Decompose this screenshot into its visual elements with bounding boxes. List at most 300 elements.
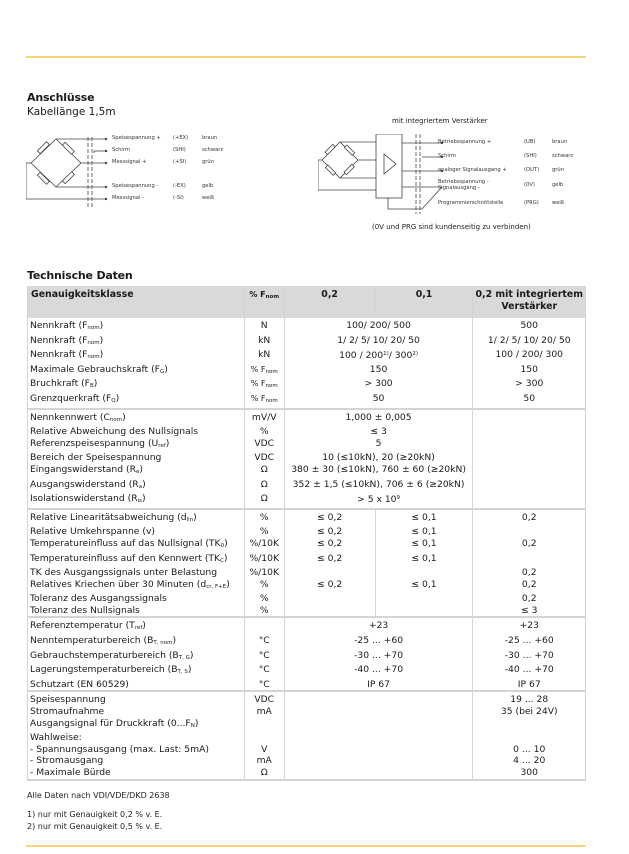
value-class-0-2-0-1 [284, 691, 473, 706]
row-unit-text: Ω [260, 767, 268, 778]
row-label-end: ) [226, 578, 230, 590]
wire-code: (+EX) [173, 135, 189, 141]
row-label-end: ) [223, 552, 228, 564]
table-row [28, 755, 586, 767]
table-row [28, 464, 586, 479]
value-class-0-2-0-1 [284, 744, 473, 756]
row-label [28, 593, 245, 605]
row-unit [244, 579, 284, 594]
row-label-text: Schutzart (EN 60529) [30, 678, 129, 690]
table-header-row [28, 286, 586, 318]
value-class-amplifier: 0,2 [473, 579, 586, 594]
row-unit-text: N [260, 320, 268, 331]
value-class-amplifier: 0 ... 10 [473, 744, 586, 756]
row-label-text: Nenntemperaturbereich (B [30, 635, 154, 647]
value-class-amplifier: -25 ... +60 [473, 635, 586, 650]
value-class-0-2-0-1: -25 ... +60 [284, 635, 473, 650]
row-unit [244, 664, 284, 679]
row-label [28, 479, 245, 494]
header-class-0-2: 0,2 [284, 286, 375, 318]
header-accuracy-class: Genauigkeitsklasse [28, 286, 245, 318]
value-class-amplifier [473, 426, 586, 438]
value-class-0-2 [284, 593, 375, 605]
row-label-end: ) [139, 463, 143, 475]
row-label [28, 567, 245, 579]
table-row [28, 438, 586, 453]
wire-code: (+SI) [173, 159, 187, 165]
wire-color: grün [202, 159, 215, 165]
row-unit [244, 744, 284, 756]
row-unit [244, 538, 284, 553]
row-label-end: ) [172, 635, 177, 647]
value-class-0-2-0-1: 5 [284, 438, 473, 453]
row-unit-text: % [259, 604, 269, 616]
wire-code: (SHI) [173, 147, 186, 153]
row-label [28, 364, 245, 379]
row-unit [244, 635, 284, 650]
table-row [28, 718, 586, 733]
wire-color: braun [202, 135, 218, 141]
value-class-0-1: ≤ 0,1 [375, 526, 473, 538]
table-row [28, 335, 586, 350]
top-accent-rule [26, 56, 586, 58]
row-label [28, 318, 245, 335]
row-label-text: Wahlweise: [30, 732, 82, 744]
row-label [28, 378, 245, 393]
value-class-0-2-0-1 [284, 718, 473, 733]
value-class-0-2: ≤ 0,2 [284, 579, 375, 594]
value-class-0-2-0-1: -40 ... +70 [284, 664, 473, 679]
wire-signal: Speisespannung + [112, 135, 161, 141]
row-label-end: ) [141, 493, 146, 505]
table-row [28, 605, 586, 618]
value-class-0-2-0-1 [284, 493, 473, 509]
row-label [28, 679, 245, 692]
row-label-sub: T, G [178, 654, 190, 661]
value-class-0-2: ≤ 0,2 [284, 526, 375, 538]
table-row [28, 493, 586, 509]
row-unit-text: Ω [260, 478, 268, 490]
value-class-0-2-0-1: 50 [284, 393, 473, 409]
row-label-end: ) [165, 437, 170, 449]
row-label [28, 493, 245, 509]
row-label [28, 579, 245, 594]
wire-signal: Messsignal + [112, 159, 147, 165]
row-label [28, 706, 245, 718]
value-class-0-2-0-1 [284, 732, 473, 744]
row-label-text: Stromaufnahme [30, 706, 105, 718]
row-label-text: Nennkennwert (C [30, 411, 110, 423]
row-label [28, 393, 245, 409]
row-label-end: ) [164, 363, 168, 375]
row-label [28, 732, 245, 744]
row-label [28, 664, 245, 679]
row-unit-text: % F [250, 379, 266, 389]
standard-note: Alle Daten nach VDI/VDE/DKD 2638 [27, 791, 170, 800]
value-class-0-2-0-1: 100/ 200/ 500 [284, 318, 473, 335]
row-unit-text: % [259, 578, 269, 590]
row-label-text: Temperatureinfluss auf das Nullsignal (TK [30, 537, 221, 549]
row-label-sub: B [89, 383, 94, 390]
row-label-end: ) [224, 537, 228, 549]
row-label-sub: nom [109, 416, 123, 423]
wire-code: (OUT) [524, 167, 540, 173]
row-unit [244, 605, 284, 618]
footnote-2: 2) nur mit Genauigkeit 0,5 % v. E. [27, 822, 163, 831]
row-unit [244, 452, 284, 464]
value-class-0-1 [375, 593, 473, 605]
row-unit [244, 426, 284, 438]
row-label [28, 767, 245, 780]
table-row [28, 744, 586, 756]
row-unit [244, 691, 284, 706]
wire-code: (UB) [524, 139, 536, 145]
value-class-0-2-0-1 [284, 349, 473, 364]
row-unit [244, 617, 284, 635]
wire-code: (SHI) [524, 153, 537, 159]
row-label [28, 426, 245, 438]
row-unit-text: °C [258, 649, 270, 661]
wire-color: braun [552, 139, 568, 145]
table-row [28, 509, 586, 527]
row-unit [244, 567, 284, 579]
value-class-amplifier: -40 ... +70 [473, 664, 586, 679]
row-unit [244, 438, 284, 453]
row-unit [244, 409, 284, 427]
connections-title: Anschlüsse [27, 91, 95, 104]
row-unit [244, 378, 284, 393]
value-class-amplifier: ≤ 3 [473, 605, 586, 618]
row-label-text: Nennkraft (F [30, 349, 88, 361]
value-class-amplifier: -30 ... +70 [473, 650, 586, 665]
row-label-sub: ref [134, 625, 143, 632]
row-label [28, 438, 245, 453]
wire-signal: Betriebsspannung + [438, 139, 492, 145]
row-unit [244, 679, 284, 692]
wire-signal: analoger Signalausgang + [438, 167, 507, 173]
value-class-0-2-0-1: 352 ± 1,5 (≤10kN), 706 ± 6 (≥20kN) [284, 479, 473, 494]
header-unit [244, 286, 284, 318]
value-class-amplifier [473, 438, 586, 453]
wire-signal-line2: Signalausgang - [438, 185, 480, 191]
row-unit-text: % F [250, 393, 266, 403]
wire-code: (0V) [524, 182, 535, 188]
row-label [28, 691, 245, 706]
row-unit-text: VDC [254, 452, 275, 464]
value-class-amplifier: 19 ... 28 [473, 691, 586, 706]
value-class-amplifier: IP 67 [473, 679, 586, 692]
row-label-text: Ausgangsignal für Druckkraft (0...F [30, 717, 191, 729]
row-unit [244, 393, 284, 409]
row-label-end: ) [115, 392, 120, 404]
value-class-amplifier: +23 [473, 617, 586, 635]
value-class-amplifier [473, 409, 586, 427]
wire-code: (PRG) [524, 200, 539, 206]
row-label-text: - Maximale Bürde [30, 767, 111, 778]
value-class-amplifier [473, 493, 586, 509]
value-class-amplifier: > 300 [473, 378, 586, 393]
wire-code: (-EX) [173, 183, 186, 189]
header-unit-text: % F [249, 290, 266, 299]
row-unit-text: °C [258, 635, 270, 647]
wire-signal [438, 179, 489, 191]
table-row [28, 617, 586, 635]
row-unit-text: % [259, 511, 269, 523]
value-class-0-2-0-1: +23 [284, 617, 473, 635]
table-row [28, 393, 586, 409]
row-unit [244, 335, 284, 350]
value-class-0-2-0-1 [284, 767, 473, 780]
wire-color: grün [552, 167, 565, 173]
group-electrical [28, 409, 586, 509]
row-unit [244, 509, 284, 527]
value-text: > 5 x 10 [357, 494, 397, 506]
table-row [28, 349, 586, 364]
header-amp-line1: 0,2 mit integriertem [475, 289, 583, 300]
row-label [28, 553, 245, 568]
value-class-0-2-0-1: ≤ 3 [284, 426, 473, 438]
row-label-end: ) [142, 478, 146, 490]
wire-color: weiß [552, 200, 565, 206]
value-class-0-1: ≤ 0,1 [375, 538, 473, 553]
table-row [28, 679, 586, 692]
value-class-amplifier: 0,2 [473, 538, 586, 553]
row-unit-text: % [259, 593, 269, 605]
row-unit-text: % [259, 526, 269, 538]
header-class-0-1: 0,1 [375, 286, 473, 318]
table-row [28, 409, 586, 427]
value-class-0-1 [375, 567, 473, 579]
table-row [28, 538, 586, 553]
value-class-amplifier: 1/ 2/ 5/ 10/ 20/ 50 [473, 335, 586, 350]
row-label-sub: G [159, 368, 165, 375]
row-label [28, 744, 245, 756]
table-row [28, 567, 586, 579]
table-row [28, 635, 586, 650]
value-class-amplifier [473, 479, 586, 494]
row-unit [244, 464, 284, 479]
group-temperature [28, 617, 586, 691]
row-label-text: Temperatureinfluss auf den Kennwert (TK [30, 552, 221, 564]
row-label-text: Ausgangswiderstand (R [30, 478, 139, 490]
row-unit-text: °C [258, 678, 270, 690]
value-class-amplifier [473, 553, 586, 568]
row-label-sub: cr, F+E [206, 583, 227, 590]
row-label-sub: N [190, 722, 195, 729]
row-label-sub: lin [186, 516, 194, 523]
table-row [28, 593, 586, 605]
footnote-ref: 9 [396, 495, 401, 502]
value-class-amplifier: 0,2 [473, 509, 586, 527]
row-unit-text: V [261, 743, 268, 755]
row-label [28, 464, 245, 479]
table-row [28, 526, 586, 538]
value-class-0-2-0-1: -30 ... +70 [284, 650, 473, 665]
value-class-0-1 [375, 605, 473, 618]
row-label [28, 526, 245, 538]
row-label-end: ) [99, 334, 104, 346]
row-label-sub: Q [111, 397, 116, 404]
value-class-amplifier: 500 [473, 318, 586, 335]
value-class-amplifier: 100 / 200/ 300 [473, 349, 586, 364]
row-label-end: ) [187, 664, 192, 676]
group-amplifier [28, 691, 586, 779]
value-class-amplifier [473, 464, 586, 479]
value-class-amplifier: 300 [473, 767, 586, 780]
value-class-0-2-0-1: 10 (≤10kN), 20 (≥20kN) [284, 452, 473, 464]
row-label [28, 605, 245, 618]
wire-signal: Speisespannung - [112, 183, 159, 189]
bottom-accent-rule [26, 845, 586, 847]
value-class-amplifier: 35 (bei 24V) [473, 706, 586, 718]
row-label-text: Lagerungstemperaturbereich (B [30, 664, 178, 676]
row-unit-text: °C [258, 664, 270, 676]
row-unit [244, 732, 284, 744]
row-label-end: ) [194, 717, 199, 729]
table-row [28, 691, 586, 706]
row-label-text: TK des Ausgangssignals unter Belastung [30, 567, 218, 579]
wire-signal: Schirm [438, 153, 456, 159]
row-unit-text: VDC [254, 437, 275, 449]
row-unit [244, 767, 284, 780]
row-label [28, 755, 245, 767]
row-unit-text: VDC [254, 694, 275, 706]
row-label-text: Gebrauchstemperaturbereich (B [30, 649, 179, 661]
value-class-amplifier [473, 526, 586, 538]
wire-signal: Programmierschnittstelle [438, 200, 504, 206]
row-label-sub: e [135, 468, 140, 475]
cable-length: Kabellänge 1,5m [27, 106, 116, 118]
value-class-0-1: ≤ 0,1 [375, 509, 473, 527]
value-class-0-2 [284, 567, 375, 579]
row-label-text: Nennkraft (F [30, 334, 88, 346]
row-label-text: Relative Linearitätsabweichung (d [30, 511, 187, 523]
row-unit [244, 349, 284, 364]
row-label-text: Bereich der Speisespannung [30, 452, 162, 464]
value-class-0-2-0-1: 1,000 ± 0,005 [284, 409, 473, 427]
table-row [28, 364, 586, 379]
row-label-sub: a [138, 483, 143, 490]
header-amp-line2: Verstärker [501, 300, 558, 312]
header-class-amplifier [473, 286, 586, 318]
row-label-text: Grenzquerkraft (F [30, 392, 112, 404]
wire-color: schwarz [552, 153, 574, 159]
table-row [28, 579, 586, 594]
row-label [28, 617, 245, 635]
table-row [28, 553, 586, 568]
row-unit [244, 755, 284, 767]
row-label-sub: ref [158, 442, 166, 449]
value-class-amplifier [473, 452, 586, 464]
value-class-0-2-0-1: 380 ± 30 (≤10kN), 760 ± 60 (≥20kN) [284, 464, 473, 479]
row-label [28, 349, 245, 364]
header-unit-sub: nom [265, 294, 280, 300]
row-label-end: ) [93, 378, 98, 390]
row-label [28, 718, 245, 733]
row-label-text: Relative Abweichung des Nullsignals [30, 426, 199, 438]
table-row [28, 378, 586, 393]
row-label-text: Nennkraft (F [30, 320, 88, 331]
row-label-sub: is [137, 498, 142, 505]
row-label-text: Toleranz des Nullsignals [30, 604, 140, 616]
amplifier-diagram-title: mit integriertem Verstärker [392, 117, 488, 125]
row-label-end: ) [99, 349, 104, 361]
value-class-0-2-0-1 [284, 706, 473, 718]
row-label-sub: T, nom [153, 640, 173, 647]
table-row [28, 732, 586, 744]
row-unit [244, 593, 284, 605]
value-class-0-2-0-1: 1/ 2/ 5/ 10/ 20/ 50 [284, 335, 473, 350]
row-label-text: Bruchkraft (F [30, 378, 90, 390]
row-unit [244, 479, 284, 494]
table-row [28, 318, 586, 335]
row-label [28, 335, 245, 350]
row-unit-sub: nom [265, 368, 278, 375]
value-class-amplifier [473, 718, 586, 733]
row-label [28, 650, 245, 665]
tech-data-title: Technische Daten [27, 269, 133, 282]
row-label-sub: 0 [220, 542, 225, 549]
table-row [28, 452, 586, 464]
row-label-sub: C [220, 557, 224, 564]
row-label-sub: nom [87, 354, 100, 361]
row-label-sub: nom [87, 339, 100, 346]
row-label [28, 538, 245, 553]
row-unit-text: mV/V [251, 411, 277, 423]
table-row [28, 706, 586, 718]
row-label [28, 635, 245, 650]
row-label-text: Maximale Gebrauchskraft (F [30, 363, 160, 375]
row-label-text: Isolationswiderstand (R [30, 493, 138, 505]
wire-color: schwarz [202, 147, 224, 153]
row-label-sub: T, S [177, 669, 188, 676]
row-unit [244, 318, 284, 335]
wire-code: (-SI) [173, 195, 184, 201]
row-unit-text: kN [258, 334, 271, 346]
value-class-amplifier [473, 732, 586, 744]
row-label-end: ) [122, 411, 126, 423]
value-class-amplifier: 0,2 [473, 593, 586, 605]
value-text: / 300 [388, 350, 413, 362]
row-unit [244, 553, 284, 568]
row-label-end: ) [99, 320, 104, 331]
table-row [28, 479, 586, 494]
value-class-amplifier: 150 [473, 364, 586, 379]
row-unit-text: mA [256, 706, 272, 718]
row-label-end: ) [142, 620, 146, 632]
row-label-end: ) [189, 649, 194, 661]
value-class-0-2-0-1: 150 [284, 364, 473, 379]
row-label-text: - Spannungsausgang (max. Last: 5mA) [30, 743, 209, 755]
row-label-text: Speisespannung [30, 694, 106, 706]
value-class-amplifier: 0,2 [473, 567, 586, 579]
row-label-text: - Stromausgang [30, 755, 104, 767]
tech-data-table [27, 286, 586, 781]
value-text: 100 / 200 [339, 350, 384, 362]
value-class-0-2: ≤ 0,2 [284, 509, 375, 527]
value-class-0-2-0-1: > 300 [284, 378, 473, 393]
group-accuracy [28, 509, 586, 618]
row-label [28, 509, 245, 527]
row-unit-text: %/10K [249, 567, 279, 579]
row-label-text: Relatives Kriechen über 30 Minuten (d [30, 578, 207, 590]
row-unit-sub: nom [265, 383, 278, 390]
row-unit-text: %/10K [249, 537, 279, 549]
footnote-1: 1) nur mit Genauigkeit 0,2 % v. E. [27, 810, 163, 819]
wire-signal-line1: Betriebsspannung - [438, 179, 489, 185]
row-unit [244, 650, 284, 665]
row-unit-text: kN [258, 349, 271, 361]
